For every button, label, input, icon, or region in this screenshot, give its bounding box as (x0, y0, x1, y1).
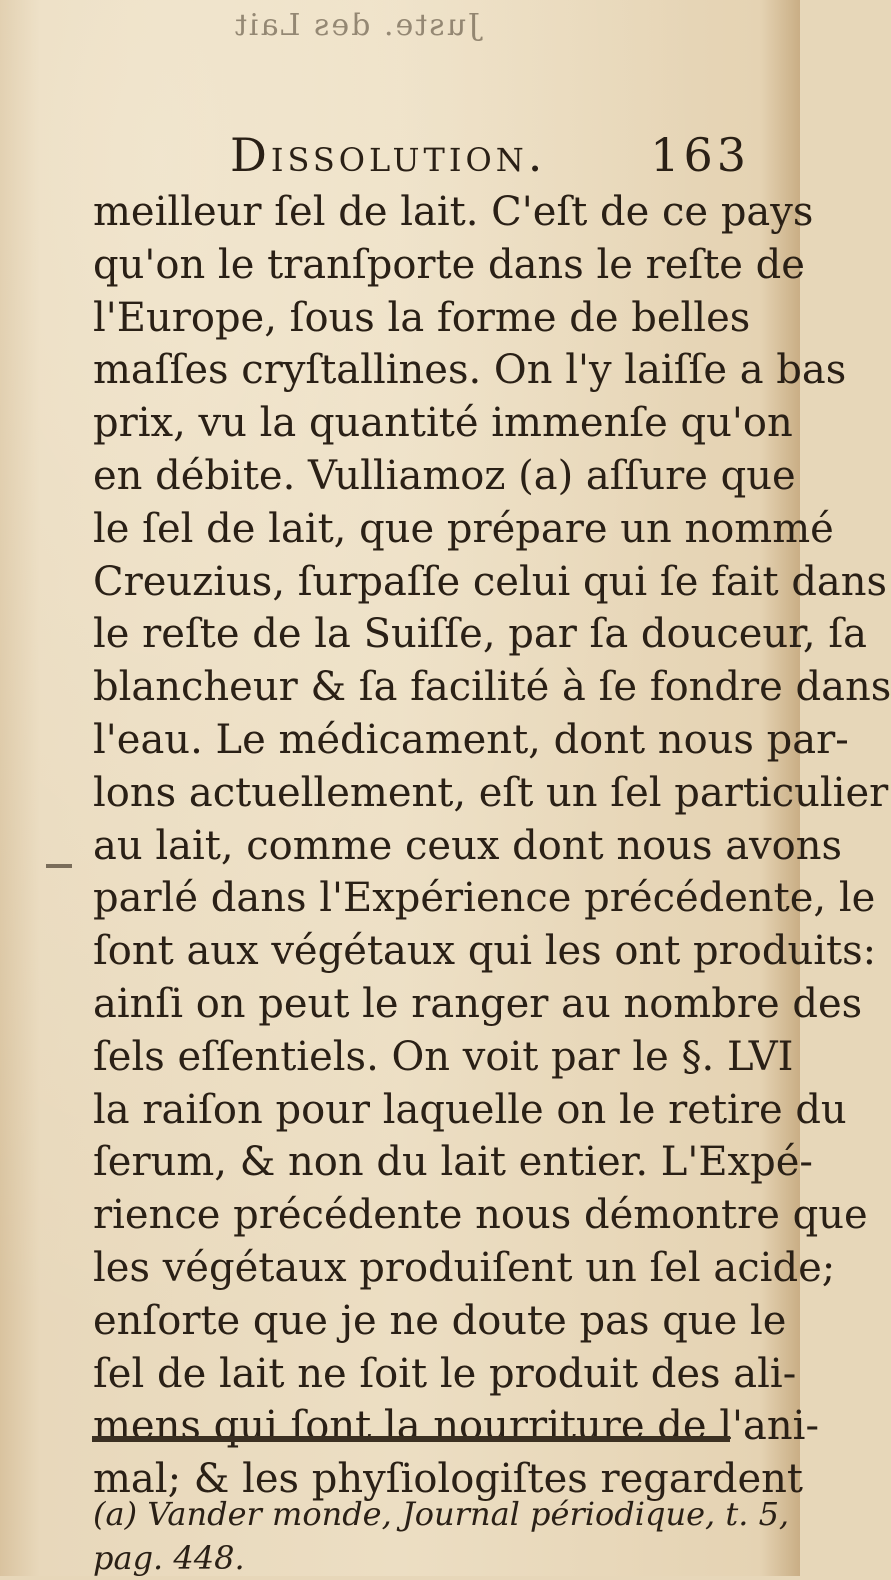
margin-mark (46, 864, 72, 868)
text-line: les végétaux produiſent un ſel acide; (93, 1244, 836, 1291)
footnote-line: pag. 448. (93, 1539, 245, 1577)
text-line: lons actuellement, eſt un ſel particulier (93, 769, 889, 816)
text-line: rience précédente nous démontre que (93, 1192, 868, 1239)
text-line: l'Europe, ſous la forme de belles (93, 294, 751, 341)
text-line: meilleur ſel de lait. C'eſt de ce pays (93, 189, 814, 235)
text-line: mal; & les phyſiologiſtes regardent (93, 1456, 803, 1503)
chapter-title: Dissolution. (230, 128, 547, 182)
bleed-through-text: Juste. des Lait (233, 8, 480, 43)
text-line: maſſes cryſtallines. On l'y laiſſe a bas (93, 347, 847, 394)
footnote-rule (92, 1436, 730, 1442)
text-line: mens qui ſont la nourriture de l'ani- (93, 1403, 819, 1450)
text-line: Creuzius, ſurpaſſe celui qui ſe fait dans (93, 558, 888, 605)
text-line: en débite. Vulliamoz (a) aſſure que (93, 452, 796, 499)
text-line: ſont aux végétaux qui les ont produits: (93, 928, 877, 975)
page-number: 163 (650, 128, 750, 182)
footnote (93, 1492, 790, 1580)
text-line: qu'on le tranſporte dans le reſte de (93, 241, 805, 288)
footnote-line: (a) Vander monde, Journal périodique, t. 5, (93, 1495, 790, 1533)
text-line: ſels eſſentiels. On voit par le §. LVI (93, 1033, 794, 1080)
text-line: au lait, comme ceux dont nous avons (93, 822, 843, 869)
body-text (93, 186, 891, 1506)
text-line: le reſte de la Suiſſe, par ſa douceur, ſa (93, 611, 868, 658)
running-head (230, 128, 750, 182)
text-line: la raiſon pour laquelle on le retire du (93, 1086, 847, 1133)
text-line: l'eau. Le médicament, dont nous par- (93, 716, 849, 763)
text-line: ainſi on peut le ranger au nombre des (93, 980, 863, 1027)
text-line: ſerum, & non du lait entier. L'Expé- (93, 1139, 813, 1186)
text-line: le ſel de lait, que prépare un nommé (93, 505, 834, 552)
text-line: prix, vu la quantité immenſe qu'on (93, 400, 793, 447)
text-line: parlé dans l'Expérience précédente, le (93, 875, 876, 922)
text-line: enſorte que je ne doute pas que le (93, 1297, 787, 1344)
text-line: ſel de lait ne ſoit le produit des ali- (93, 1350, 797, 1397)
text-line: blancheur & ſa facilité à ſe fondre dans (93, 664, 891, 711)
